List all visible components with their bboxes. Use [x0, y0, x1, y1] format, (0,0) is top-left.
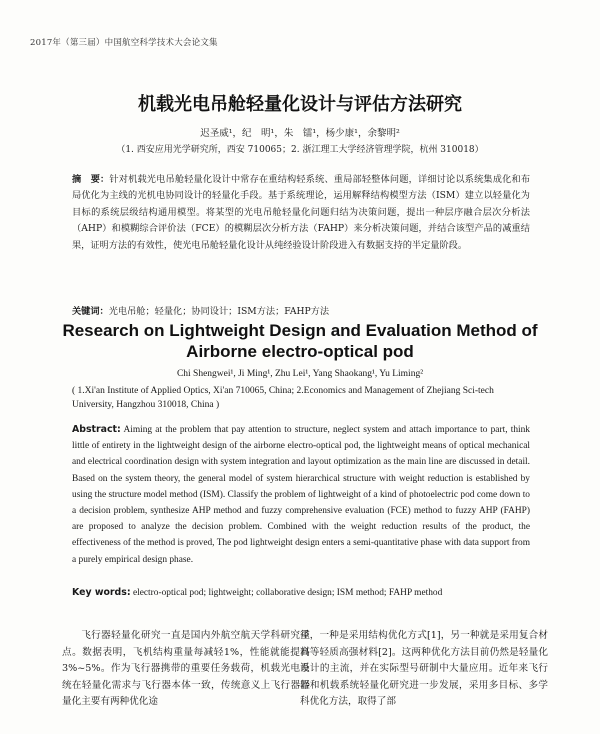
abstract-english — [72, 422, 530, 568]
affiliation-english: ( 1.Xi'an Institute of Applied Optics, Xi'an 710065, China; 2.Economics and Management of Zhejiang Sci-tech University, Hangzhou 310018, China ) — [72, 386, 494, 410]
abstract-chinese-label: 摘 要： — [72, 174, 110, 185]
keywords-chinese-label: 关键词： — [72, 306, 109, 317]
keywords-english-label: Key words: — [72, 587, 131, 598]
abstract-chinese — [72, 172, 530, 254]
body-column-left — [62, 628, 310, 711]
abstract-english-text: Aiming at the problem that pay attention to structure, neglect system and attach importance to part, think little of entirety in the lightweight design of the airborne electro-optical pod, the lightweight means of optical mechanical and electrical coordination design with system integration and layout optimization as the main line are discussed in detail. Based on the system theory, the general model of system hierarchical structure with weight reduction is established by using the structure model method (ISM). Classify the problem of lightweight of a kind of photoelectric pod come down to a decision problem, synthesize AHP method and fuzzy comprehensive evaluation (FCE) method to fuzzy AHP (FAHP) are proposed to analyze the decision problem. Combined with the weight reduction results of the product, the effectiveness of the method is proved, The pod lightweight design enters a semi-quantitative phase with data support from a purely empirical design phase. — [72, 425, 530, 565]
keywords-chinese-text: 光电吊舱；轻量化；协同设计；ISM方法；FAHP方法 — [108, 306, 330, 317]
keywords-english-text: electro-optical pod; lightweight; collaborative design; ISM method; FAHP method — [132, 588, 443, 598]
title-chinese: 机载光电吊舱轻量化设计与评估方法研究 — [138, 94, 462, 115]
affiliation-chinese: （1. 西安应用光学研究所，西安 710065；2. 浙江理工大学经济管理学院，杭州 310018） — [116, 145, 484, 155]
authors-chinese: 迟圣威¹，纪 明¹，朱 镭¹，杨少康¹，余黎明² — [200, 128, 400, 139]
body-paragraph-right: 径，一种是采用结构优化方式[1]，另一种就是采用复合材料等轻质高强材料[2]。这两种优化方法目前仍然是轻量化设计的主流，并在实际型号研制中大量应用。近年来飞行器和机载系统轻量化研究进一步发展，采用多目标、多学科优化方法，取得了部 — [300, 630, 548, 708]
title-english: Research on Lightweight Design and Evaluation Method of Airborne electro-optical pod — [62, 321, 538, 361]
body-paragraph-left: 飞行器轻量化研究一直是国内外航空航天学科研究重点。数据表明，飞机结构重量每减轻1%，性能就能提高3%~5%。作为飞行器携带的重要任务载荷，机载光电系统在轻量化需求与飞行器本体一致，传统意义上飞行器轻量化主要有两种优化途 — [62, 630, 310, 708]
keywords-chinese — [72, 303, 530, 317]
body-column-right — [300, 628, 548, 711]
abstract-english-label: Abstract: — [72, 424, 121, 435]
authors-english: Chi Shengwei¹, Ji Ming¹, Zhu Lei¹, Yang Shaokang¹, Yu Liming² — [176, 369, 424, 379]
keywords-english — [72, 587, 530, 598]
running-header: 2017年（第三届）中国航空科学技术大会论文集 — [30, 38, 218, 48]
abstract-chinese-text: 针对机载光电吊舱轻量化设计中常存在重结构轻系统、重局部轻整体问题，详细讨论以系统集成化和布局优化为主线的光机电协同设计的轻量化手段。基于系统理论，运用解释结构模型方法（ISM）建立以轻量化为目标的系统层级结构通用模型。将某型的光电吊舱轻量化问题归结为决策问题，提出一种层序融合层次分析法（AHP）和模糊综合评价法（FCE）的模糊层次分析方法（FAHP）来分析决策问题，并结合该型产品的减重结果，证明方法的有效性，使光电吊舱轻量化设计从纯经验设计阶段进入有数据支持的半定量阶段。 — [72, 174, 531, 251]
